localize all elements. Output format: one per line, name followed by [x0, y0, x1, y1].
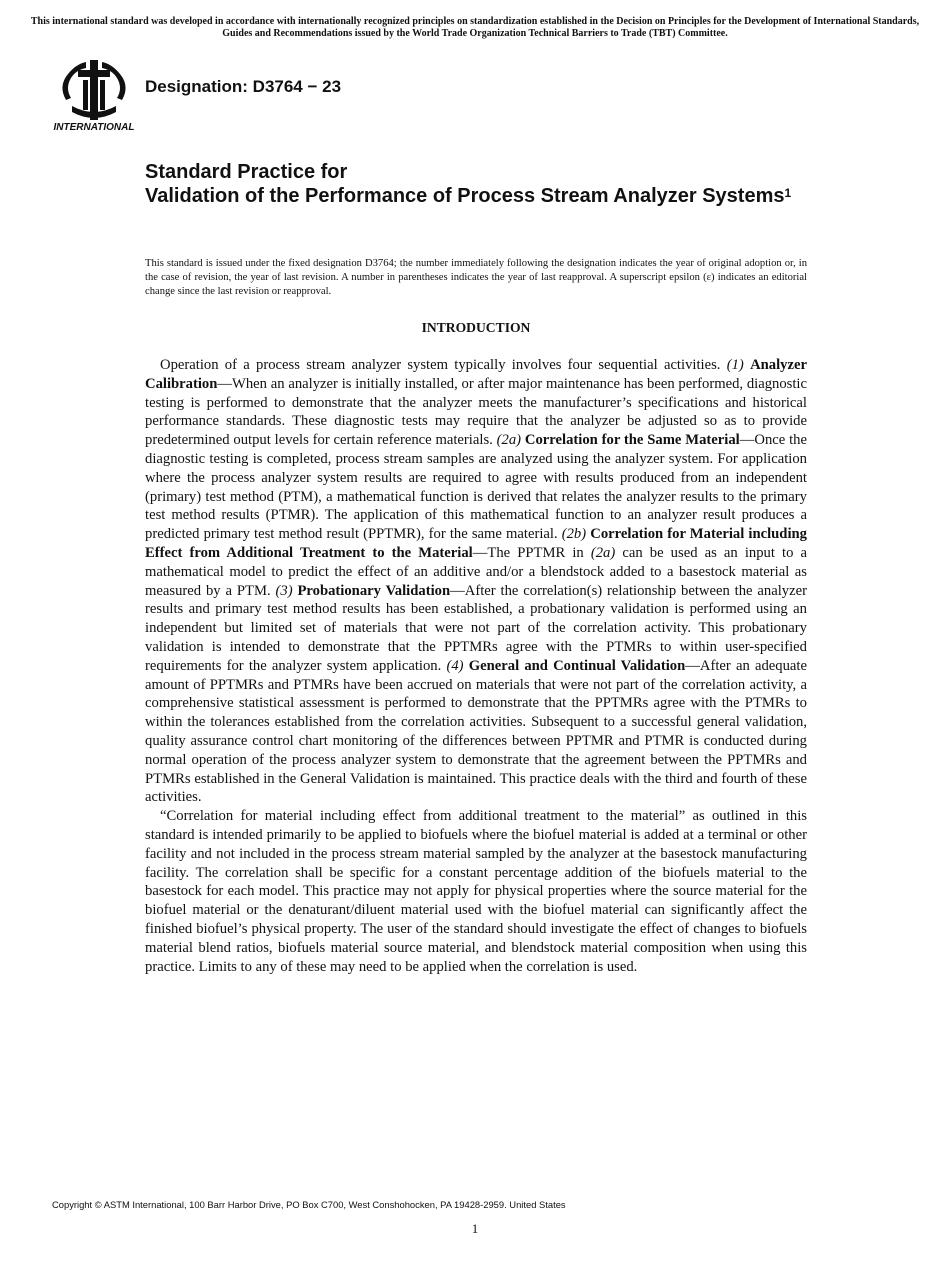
item-heading: Analyzer Calibration — [145, 357, 807, 392]
astm-logo — [52, 56, 136, 132]
document-title — [145, 160, 825, 208]
item-heading: General and Continual Validation — [468, 657, 686, 674]
item-number: (3) — [275, 582, 293, 599]
item-number: (2b) — [561, 526, 587, 543]
p1-text: can be used as an input to a mathematical model to predict the effect of an additive and/or a blendstock added to a basestock material as measured by a PTM. — [145, 544, 807, 599]
p1-text: —When an analyzer is initially installed, or after major maintenance has been performed, diagnostic testing is performed to demonstrate that the analyzer meets the manufacturer’s specifications and historical performance standards. These diagnostic tests may require that the analyzer be adjusted so as to provide predetermined output levels for certain reference materials. — [145, 375, 807, 449]
logo-org-text: INTERNATIONAL — [53, 122, 135, 132]
page-number: 1 — [471, 1221, 479, 1236]
item-number: (1) — [726, 357, 744, 373]
p1-text: —The PPTMR in — [472, 544, 591, 561]
introduction-body — [145, 356, 807, 976]
introduction-heading: INTRODUCTION — [421, 320, 531, 335]
p1-text: —Once the diagnostic testing is completed, process stream samples are analyzed using the analyzer system. For application where the process analyzer system results are required to agree with results produced from an independent (primary) test method (PTM), a mathematical function is derived that relates the analyzer results to the primary test method results (PTMR). The application of this mathematical function to an analyzer result produces a predicted primary test method result (PPTMR), for the same material. — [145, 432, 807, 543]
title-line-1: Standard Practice for — [145, 161, 348, 183]
item-heading: Correlation for the Same Material — [524, 432, 740, 449]
copyright-footer: Copyright © ASTM International, 100 Barr Harbor Drive, PO Box C700, West Conshohocken, PA 19428-2959. United States — [52, 1199, 566, 1210]
item-number: (2a) — [496, 432, 522, 449]
title-footnote-mark: 1 — [784, 186, 792, 200]
p1-text: Operation of a process stream analyzer system typically involves four sequential activities. — [160, 357, 727, 373]
title-main: Validation of the Performance of Process Stream Analyzer Systems — [145, 185, 785, 207]
intro-paragraph-1 — [145, 356, 807, 807]
p1-text: —After the correlation(s) relationship between the analyzer results and primary test method results has been established, a probationary validation is performed using an independent but limited set of materials that were not part of the correlation activity. This probationary validation is intended to demonstrate that the PPTMRs agree with the PTMRs to within user-specified requirements for the analyzer system application. — [145, 582, 807, 674]
wto-notice: This international standard was developed in accordance with internationally recognized principles on standardization established in the Decision on Principles for the Development of International Standards, Guides and Recommendations issued by the World Trade Organization Technical Barriers to Trade (TBT) Committee. — [30, 16, 920, 39]
designation: Designation: D3764 − 23 — [145, 77, 342, 96]
item-reference: (2a) — [590, 544, 616, 561]
astm-logo-icon — [52, 56, 136, 132]
p1-text: —After an adequate amount of PPTMRs and PTMRs have been accrued on materials that were not part of the correlation activity, a comprehensive statistical assessment is performed to demonstrate that the PPTMRs agree with the PTMRs to within the tolerances established from the correlation activities. Subsequent to a successful general validation, quality assurance control chart monitoring of the differences between PPTMR and PTMR is conducted during normal operation of the process analyzer system to demonstrate that the agreement between the PPTMRs and PTMRs established in the General Validation is maintained. This practice deals with the third and fourth of these activities. — [145, 657, 807, 806]
title-line-2 — [145, 184, 825, 208]
item-heading: Correlation for Material including Effect from Additional Treatment to the Material — [145, 526, 807, 561]
item-heading: Probationary Validation — [297, 582, 451, 599]
issue-note: This standard is issued under the fixed designation D3764; the number immediately following the designation indicates the year of original adoption or, in the case of revision, the year of last revision. A number in parentheses indicates the year of last reapproval. A superscript epsilon (ε) indicates an editorial change since the last revision or reapproval. — [145, 258, 807, 297]
item-number: (4) — [446, 657, 464, 674]
intro-paragraph-2: “Correlation for material including effect from additional treatment to the material” as outlined in this standard is intended primarily to be applied to biofuels where the biofuel material is added at a terminal or other facility and not included in the process stream material sampled by the analyzer at the basestock manufacturing facility. The correlation shall be specific for a constant percentage addition of the biofuels material to the basestock for each model. This practice may not apply for physical properties where the source material for the biofuel material or the denaturant/diluent material used with the biofuel material can significantly affect the finished biofuel’s physical property. The user of the standard should investigate the effect of changes to biofuels material blend ratios, biofuels material source material, and blendstock material composition when using this practice. Limits to any of these may need to be applied when the correlation is used. — [145, 808, 807, 975]
